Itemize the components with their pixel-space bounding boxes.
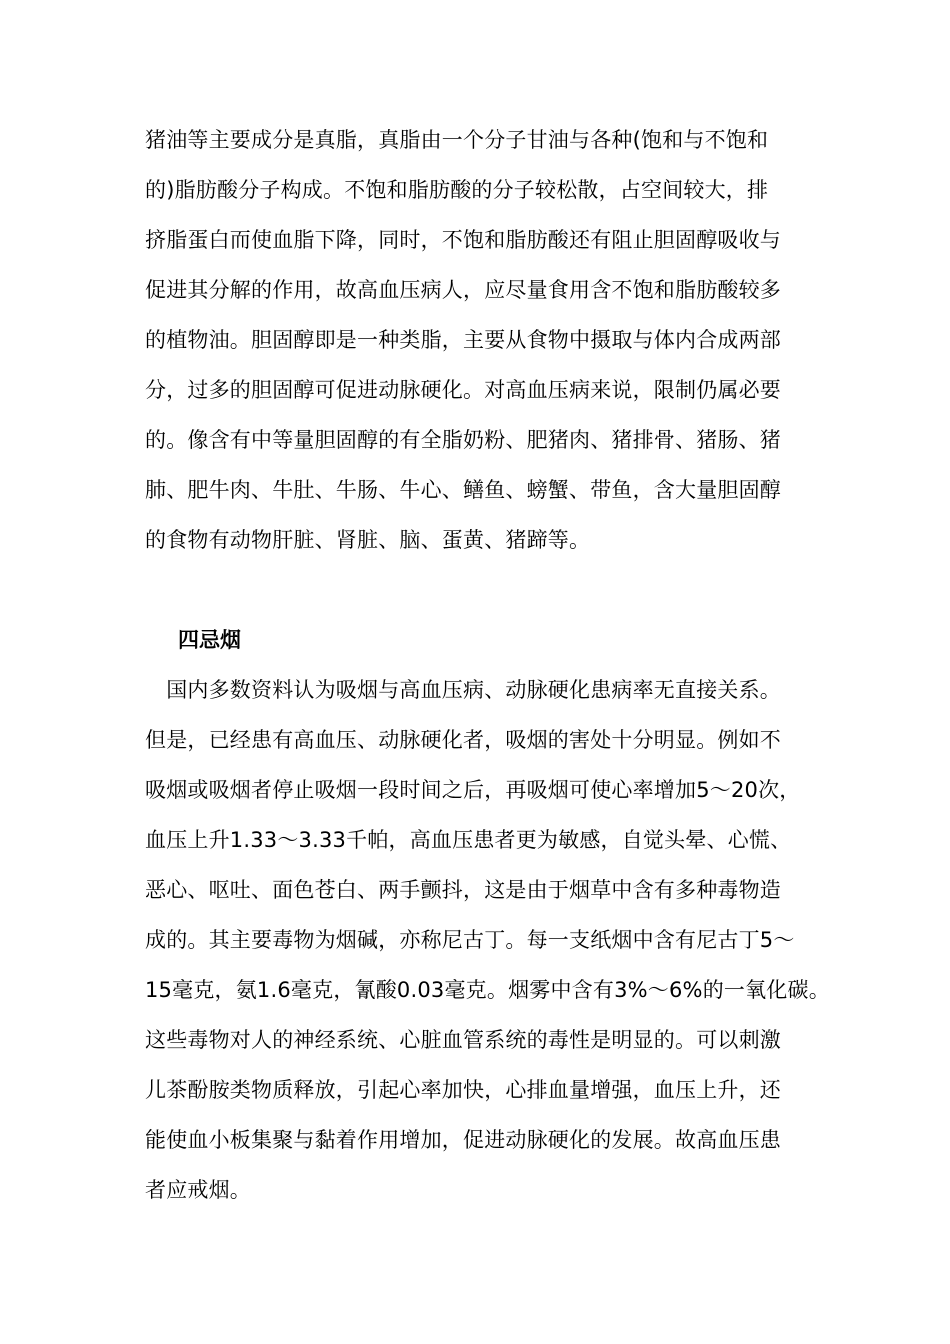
text-line: 15毫克，氨1.6毫克，氰酸0.03毫克。烟雾中含有3%～6%的一氧化碳。 bbox=[145, 978, 830, 1002]
text-line: 挤脂蛋白而使血脂下降，同时，不饱和脂肪酸还有阻止胆固醇吸收与 bbox=[145, 228, 781, 252]
text-line: 分，过多的胆固醇可促进动脉硬化。对高血压病来说，限制仍属必要 bbox=[145, 378, 781, 402]
text-line: 成的。其主要毒物为烟碱，亦称尼古丁。每一支纸烟中含有尼古丁5～ bbox=[145, 928, 795, 952]
text-line: 的植物油。胆固醇即是一种类脂，主要从食物中摄取与体内合成两部 bbox=[145, 328, 781, 352]
text-line: 者应戒烟。 bbox=[145, 1178, 251, 1202]
text-line: 的食物有动物肝脏、肾脏、脑、蛋黄、猪蹄等。 bbox=[145, 528, 591, 552]
text-line: 这些毒物对人的神经系统、心脏血管系统的毒性是明显的。可以刺激 bbox=[145, 1028, 781, 1052]
text-line: 血压上升1.33～3.33千帕，高血压患者更为敏感，自觉头晕、心慌、 bbox=[145, 828, 792, 852]
text-line: 的)脂肪酸分子构成。不饱和脂肪酸的分子较松散，占空间较大，排 bbox=[145, 178, 769, 202]
text-line: 儿茶酚胺类物质释放，引起心率加快，心排血量增强，血压上升，还 bbox=[145, 1078, 781, 1102]
text-line: 促进其分解的作用，故高血压病人，应尽量食用含不饱和脂肪酸较多 bbox=[145, 278, 781, 302]
text-line: 吸烟或吸烟者停止吸烟一段时间之后，再吸烟可使心率增加5～20次， bbox=[145, 778, 801, 802]
text-line: 猪油等主要成分是真脂，真脂由一个分子甘油与各种(饱和与不饱和 bbox=[145, 128, 769, 152]
text-line: 的。像含有中等量胆固醇的有全脂奶粉、肥猪肉、猪排骨、猪肠、猪 bbox=[145, 428, 781, 452]
text-line: 恶心、呕吐、面色苍白、两手颤抖，这是由于烟草中含有多种毒物造 bbox=[145, 878, 781, 902]
text-line: 国内多数资料认为吸烟与高血压病、动脉硬化患病率无直接关系。 bbox=[145, 678, 781, 702]
section-heading: 四忌烟 bbox=[178, 628, 241, 652]
text-line: 肺、肥牛肉、牛肚、牛肠、牛心、鳝鱼、螃蟹、带鱼，含大量胆固醇 bbox=[145, 478, 781, 502]
text-line: 但是，已经患有高血压、动脉硬化者，吸烟的害处十分明显。例如不 bbox=[145, 728, 781, 752]
text-line: 能使血小板集聚与黏着作用增加，促进动脉硬化的发展。故高血压患 bbox=[145, 1128, 781, 1152]
